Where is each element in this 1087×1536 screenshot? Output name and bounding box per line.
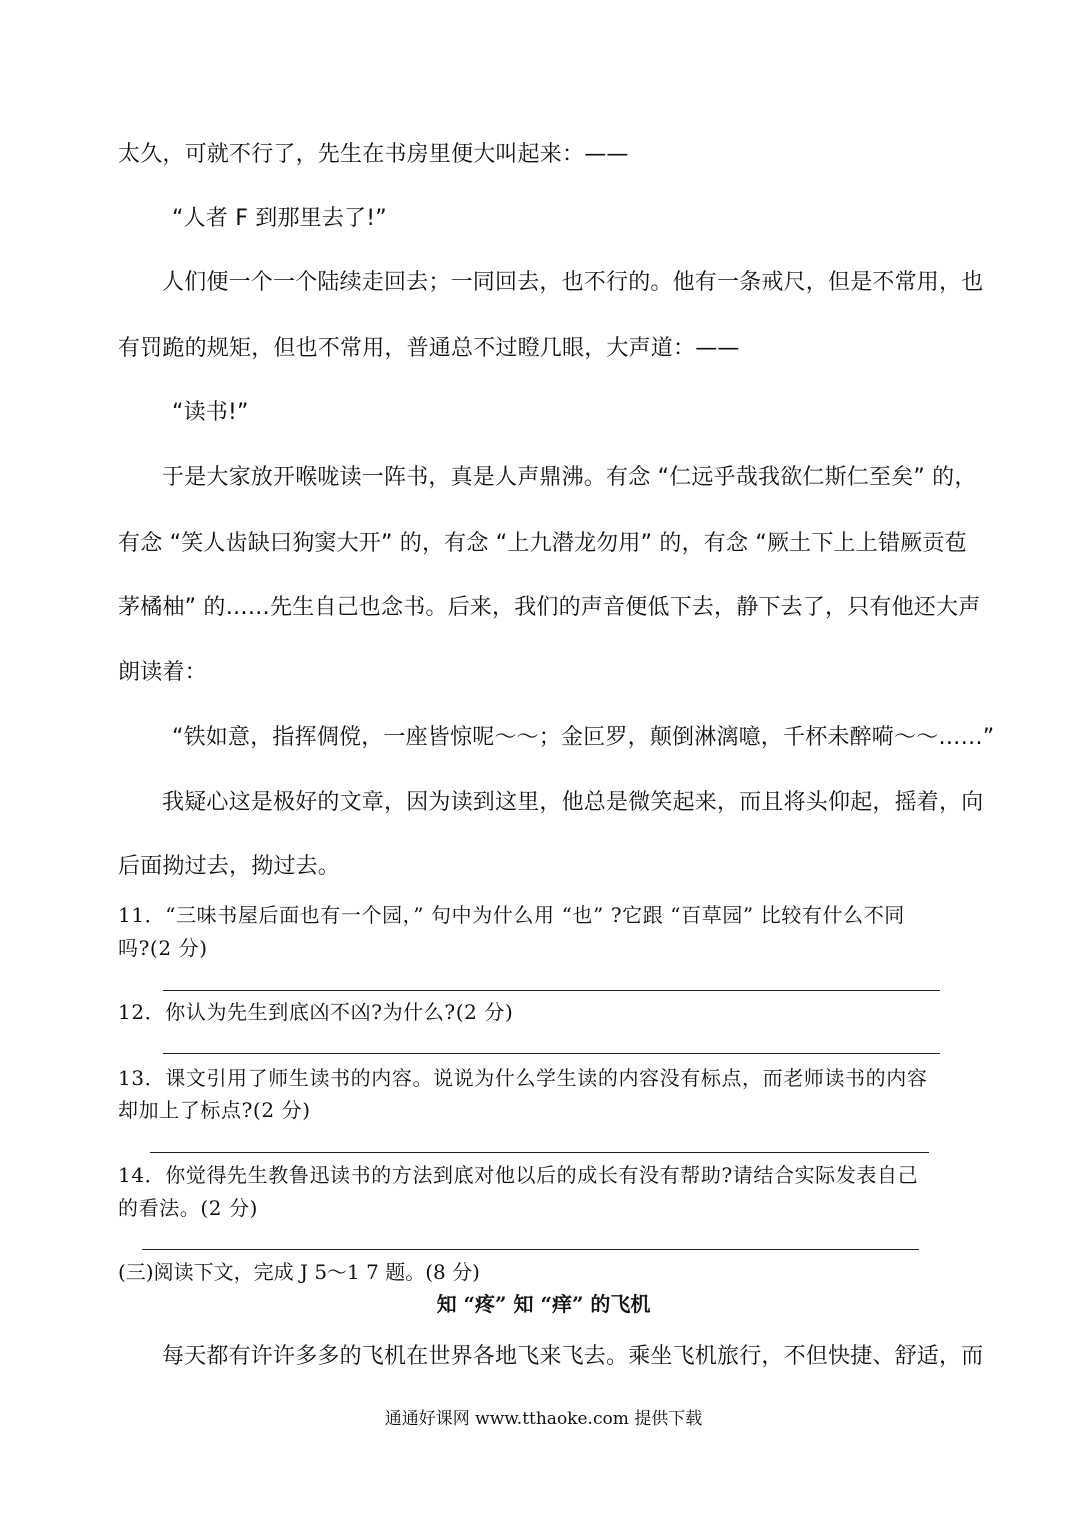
passage-line-5: “读书!” [172, 400, 249, 425]
question-14-line-2: 的看法。(2 分) [118, 1196, 259, 1220]
passage-line-8: 茅橘柚” 的……先生自己也念书。后来，我们的声音便低下去，静下去了，只有他还大声 [118, 595, 981, 620]
passage-line-7: 有念 “笑人齿缺曰狗窦大开” 的，有念 “上九潜龙勿用” 的，有念 “厥土下上上错厥贡苞 [118, 531, 967, 556]
article-title: 知 “疼” 知 “痒” 的飞机 [436, 1292, 651, 1316]
answer-line-11 [163, 990, 940, 991]
question-12-line-1: 12．你认为先生到底凶不凶?为什么?(2 分) [118, 1000, 514, 1024]
article-first-line: 每天都有许许多多的飞机在世界各地飞来飞去。乘坐飞机旅行，不但快捷、舒适，而 [162, 1344, 984, 1369]
passage-line-11: 我疑心这是极好的文章，因为读到这里，他总是微笑起来，而且将头仰起，摇着，向 [162, 790, 984, 815]
answer-line-14 [142, 1249, 919, 1250]
question-13-line-1: 13．课文引用了师生读书的内容。说说为什么学生读的内容没有标点，而老师读书的内容 [118, 1066, 928, 1090]
passage-line-10: “铁如意，指挥倜傥，一座皆惊呢～～；金叵罗，颠倒淋漓噫，千杯未醉嗬～～……” [172, 725, 995, 750]
passage-line-6: 于是大家放开喉咙读一阵书，真是人声鼎沸。有念 “仁远乎哉我欲仁斯仁至矣” 的， [162, 465, 977, 490]
passage-line-2: “人者 F 到那里去了!” [172, 206, 387, 231]
question-11-line-1: 11．“三味书屋后面也有一个园，” 句中为什么用 “也” ?它跟 “百草园” 比较有什么不同 [118, 903, 905, 927]
passage-line-9: 朗读着： [118, 660, 207, 685]
section-3-heading: (三)阅读下文，完成 J 5～1 7 题。(8 分) [118, 1260, 480, 1284]
answer-line-13 [150, 1152, 929, 1153]
question-11-line-2: 吗?(2 分) [118, 936, 208, 960]
passage-line-4: 有罚跪的规矩，但也不常用，普通总不过瞪几眼，大声道：—— [118, 336, 740, 361]
answer-line-12 [163, 1053, 940, 1054]
passage-line-3: 人们便一个一个陆续走回去；一同回去，也不行的。他有一条戒尺，但是不常用，也 [162, 270, 984, 295]
passage-line-12: 后面拗过去，拗过去。 [118, 854, 341, 879]
page-footer: 通通好课网 www.tthaoke.com 提供下载 [384, 1409, 703, 1429]
question-14-line-1: 14．你觉得先生教鲁迅读书的方法到底对他以后的成长有没有帮助?请结合实际发表自己 [118, 1163, 919, 1187]
question-13-line-2: 却加上了标点?(2 分) [118, 1098, 311, 1122]
passage-line-1: 太久，可就不行了，先生在书房里便大叫起来：—— [118, 142, 629, 167]
